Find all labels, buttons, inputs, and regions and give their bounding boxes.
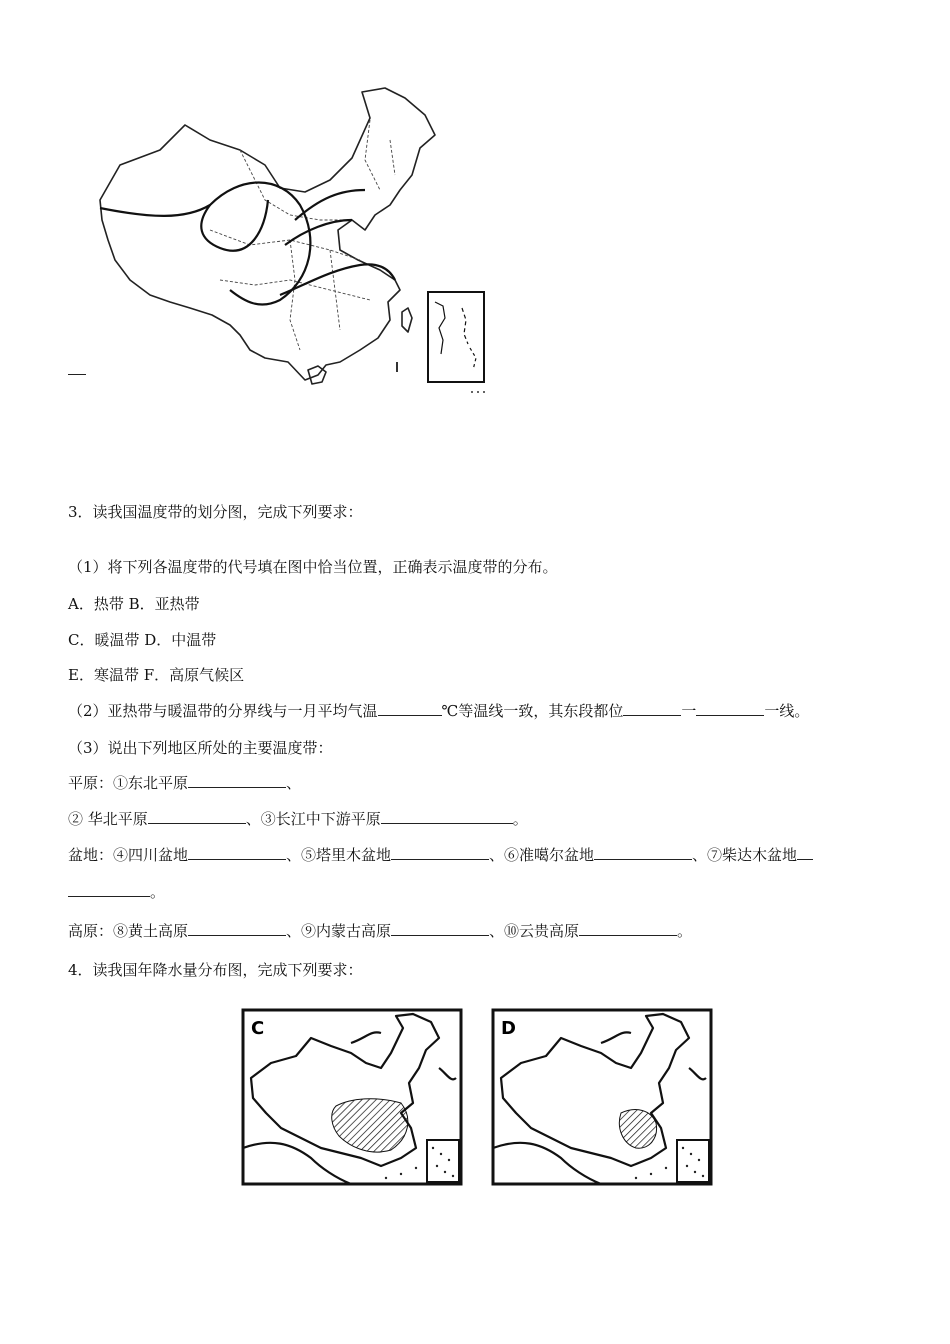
precipitation-map-c — [241, 1008, 463, 1188]
answer-blank[interactable] — [594, 845, 692, 860]
answer-blank[interactable] — [148, 809, 246, 824]
answer-blank[interactable] — [378, 701, 442, 716]
q3-sub1: （1）将下列各温度带的代号填在图中恰当位置，正确表示温度带的分布。 — [68, 558, 558, 576]
answer-blank[interactable] — [188, 773, 286, 788]
q3-basins-row-cont — [68, 882, 165, 902]
q3-plateaus-row — [68, 921, 692, 941]
map-c-label: C — [251, 1018, 265, 1039]
q3-sub2-text-a: （2）亚热带与暖温带的分界线与一月平均气温 — [68, 702, 378, 720]
plateau-label-8: 高原：⑧黄土高原 — [68, 922, 189, 940]
q3-sub2-text-d: 一线。 — [764, 702, 810, 720]
q3-basins-row — [68, 845, 813, 865]
map-d-label: D — [501, 1018, 516, 1039]
separator: 、 — [286, 774, 302, 792]
plain-label-2: ② 华北平原 — [68, 810, 148, 828]
basin-label-6: 、⑥准噶尔盆地 — [489, 846, 595, 864]
q3-plains-row2 — [68, 809, 528, 829]
answer-blank[interactable] — [579, 921, 677, 936]
period: 。 — [512, 810, 528, 828]
q3-options-ab: A．热带 B．亚热带 — [68, 595, 200, 613]
period: 。 — [150, 883, 166, 901]
q3-plains-row1 — [68, 773, 301, 793]
q4-title: 4．读我国年降水量分布图，完成下列要求： — [68, 961, 363, 979]
answer-blank[interactable] — [391, 921, 489, 936]
q3-sub2-text-b: ℃等温线一致，其东段都位 — [441, 702, 624, 720]
answer-blank[interactable] — [696, 701, 764, 716]
basin-label-7: 、⑦柴达木盆地 — [692, 846, 798, 864]
stray-dash — [68, 374, 86, 375]
answer-blank[interactable] — [381, 809, 513, 824]
q3-sub2-text-c: 一 — [681, 702, 697, 720]
plain-label-3: 、③长江中下游平原 — [245, 810, 381, 828]
answer-blank[interactable] — [391, 845, 489, 860]
q3-options-ef: E．寒温带 F．高原气候区 — [68, 666, 245, 684]
answer-blank[interactable] — [797, 845, 813, 860]
q3-sub2 — [68, 701, 809, 721]
answer-blank[interactable] — [623, 701, 681, 716]
answer-blank[interactable] — [188, 921, 286, 936]
precipitation-map-d — [491, 1008, 713, 1188]
period: 。 — [677, 922, 693, 940]
answer-blank[interactable] — [188, 845, 286, 860]
plain-label-1: 平原：①东北平原 — [68, 774, 189, 792]
q3-sub3: （3）说出下列地区所处的主要温度带： — [68, 739, 333, 757]
plateau-label-9: 、⑨内蒙古高原 — [286, 922, 392, 940]
temperature-zone-map — [90, 80, 510, 400]
basin-label-5: 、⑤塔里木盆地 — [286, 846, 392, 864]
q3-options-cd: C．暖温带 D．中温带 — [68, 631, 217, 649]
q3-title: 3．读我国温度带的划分图，完成下列要求： — [68, 503, 363, 521]
plateau-label-10: 、⑩云贵高原 — [489, 922, 580, 940]
answer-blank[interactable] — [68, 882, 150, 897]
basin-label-4: 盆地：④四川盆地 — [68, 846, 189, 864]
